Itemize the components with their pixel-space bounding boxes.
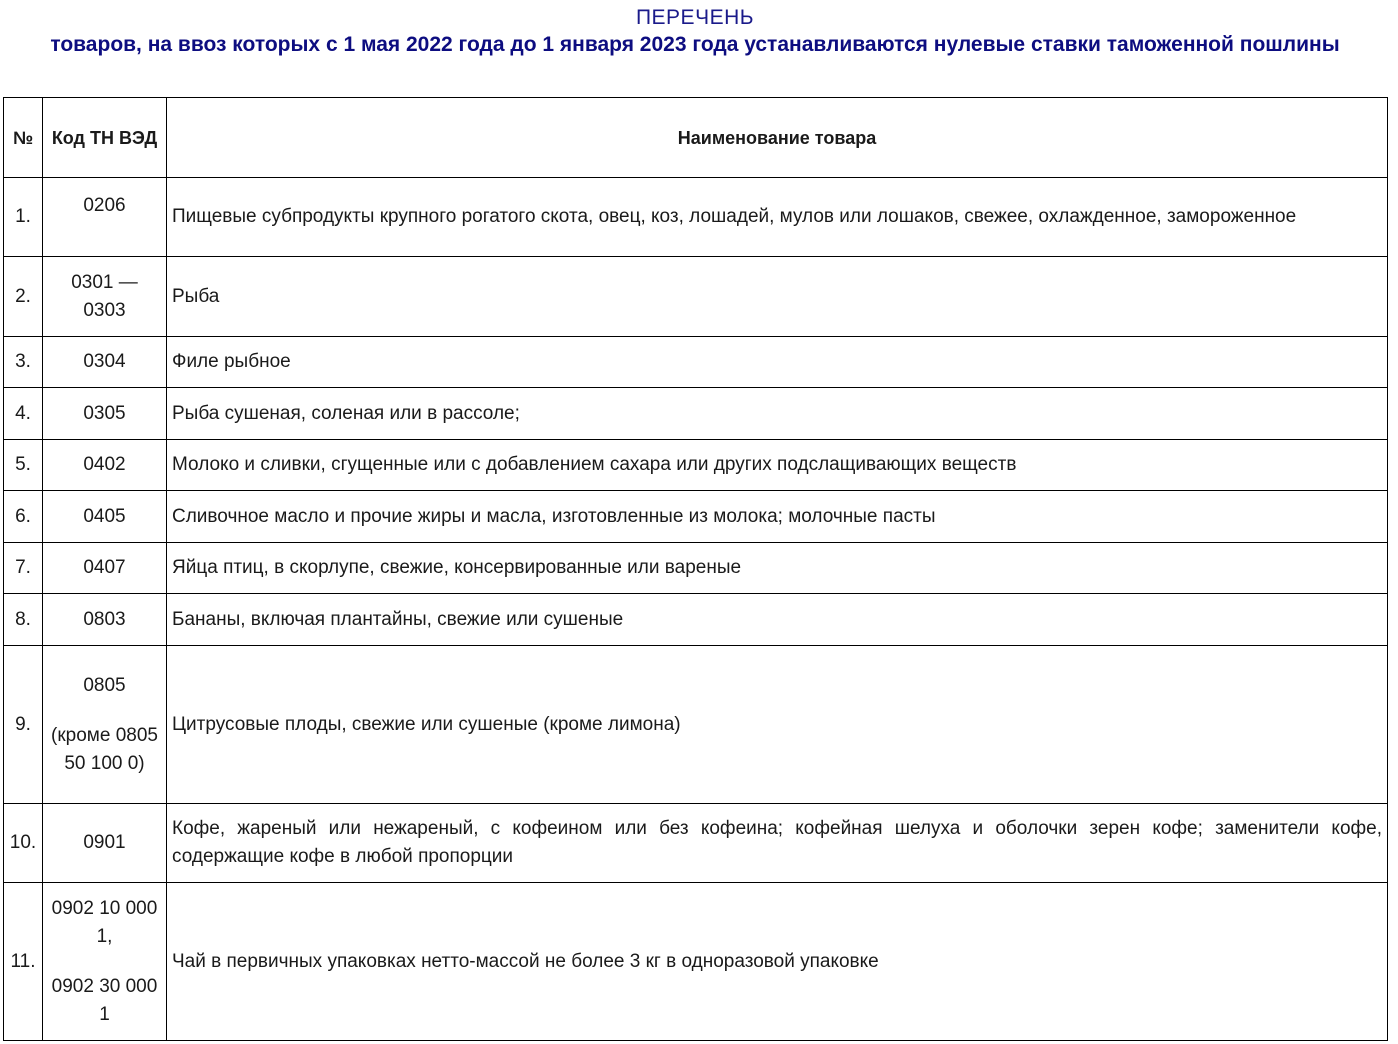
row-code: 0803 xyxy=(43,594,167,646)
table-row xyxy=(4,257,1388,337)
goods-table xyxy=(3,97,1388,1041)
row-code-line: 0206 xyxy=(83,195,126,216)
table-row xyxy=(4,440,1388,491)
row-code: 0304 xyxy=(43,337,167,388)
table-row xyxy=(4,543,1388,594)
row-code: 0405 xyxy=(43,491,167,543)
row-name: Чай в первичных упаковках нетто-массой не более 3 кг в одноразовой упаковке xyxy=(167,883,1388,1041)
row-number: 4. xyxy=(4,388,43,440)
row-code-line: 0805 xyxy=(83,674,126,696)
column-header-number: № xyxy=(4,98,43,178)
row-number: 8. xyxy=(4,594,43,646)
row-code xyxy=(43,883,167,1041)
row-number: 1. xyxy=(4,178,43,257)
table-row xyxy=(4,491,1388,543)
document-kicker: ПЕРЕЧЕНЬ xyxy=(635,6,755,29)
row-name: Рыба xyxy=(167,257,1388,337)
row-number: 5. xyxy=(4,440,43,491)
row-code: 0305 xyxy=(43,388,167,440)
row-name: Пищевые субпродукты крупного рогатого скота, овец, коз, лошадей, мулов или лошаков, свежее, охлажденное, замороженное xyxy=(167,178,1388,257)
row-name: Сливочное масло и прочие жиры и масла, изготовленные из молока; молочные пасты xyxy=(167,491,1388,543)
row-number: 10. xyxy=(4,804,43,883)
row-number: 7. xyxy=(4,543,43,594)
row-code-line: 0902 30 000 1 xyxy=(51,975,158,1025)
row-number: 2. xyxy=(4,257,43,337)
row-number: 6. xyxy=(4,491,43,543)
row-name: Бананы, включая плантайны, свежие или сушеные xyxy=(167,594,1388,646)
row-name: Кофе, жареный или нежареный, с кофеином или без кофеина; кофейная шелуха и оболочки зерен кофе; заменители кофе, содержащие кофе в любой пропорции xyxy=(167,804,1388,883)
row-name: Молоко и сливки, сгущенные или с добавлением сахара или других подслащивающих веществ xyxy=(167,440,1388,491)
document-title: товаров, на ввоз которых с 1 мая 2022 года до 1 января 2023 года устанавливаются нулевые ставки таможенной пошлины xyxy=(50,33,1340,56)
row-code-line: 0902 10 000 1, xyxy=(51,897,158,947)
row-code-line: (кроме 0805 50 100 0) xyxy=(51,724,158,774)
column-header-code: Код ТН ВЭД xyxy=(43,98,167,178)
row-code: 0402 xyxy=(43,440,167,491)
row-number: 11. xyxy=(4,883,43,1041)
table-row xyxy=(4,594,1388,646)
row-number: 3. xyxy=(4,337,43,388)
row-code xyxy=(43,178,167,257)
row-code: 0901 xyxy=(43,804,167,883)
row-code: 0407 xyxy=(43,543,167,594)
row-name: Цитрусовые плоды, свежие или сушеные (кроме лимона) xyxy=(167,646,1388,804)
row-name: Яйца птиц, в скорлупе, свежие, консервированные или вареные xyxy=(167,543,1388,594)
table-header-row xyxy=(4,98,1388,178)
table-row xyxy=(4,388,1388,440)
column-header-name: Наименование товара xyxy=(167,98,1388,178)
row-code: 0301 — 0303 xyxy=(43,257,167,337)
table-row xyxy=(4,646,1388,804)
row-code xyxy=(43,646,167,804)
row-number: 9. xyxy=(4,646,43,804)
document-header xyxy=(0,4,1390,59)
table-row xyxy=(4,337,1388,388)
row-name: Рыба сушеная, соленая или в рассоле; xyxy=(167,388,1388,440)
table-row xyxy=(4,178,1388,257)
table-row xyxy=(4,883,1388,1041)
table-row xyxy=(4,804,1388,883)
row-name: Филе рыбное xyxy=(167,337,1388,388)
